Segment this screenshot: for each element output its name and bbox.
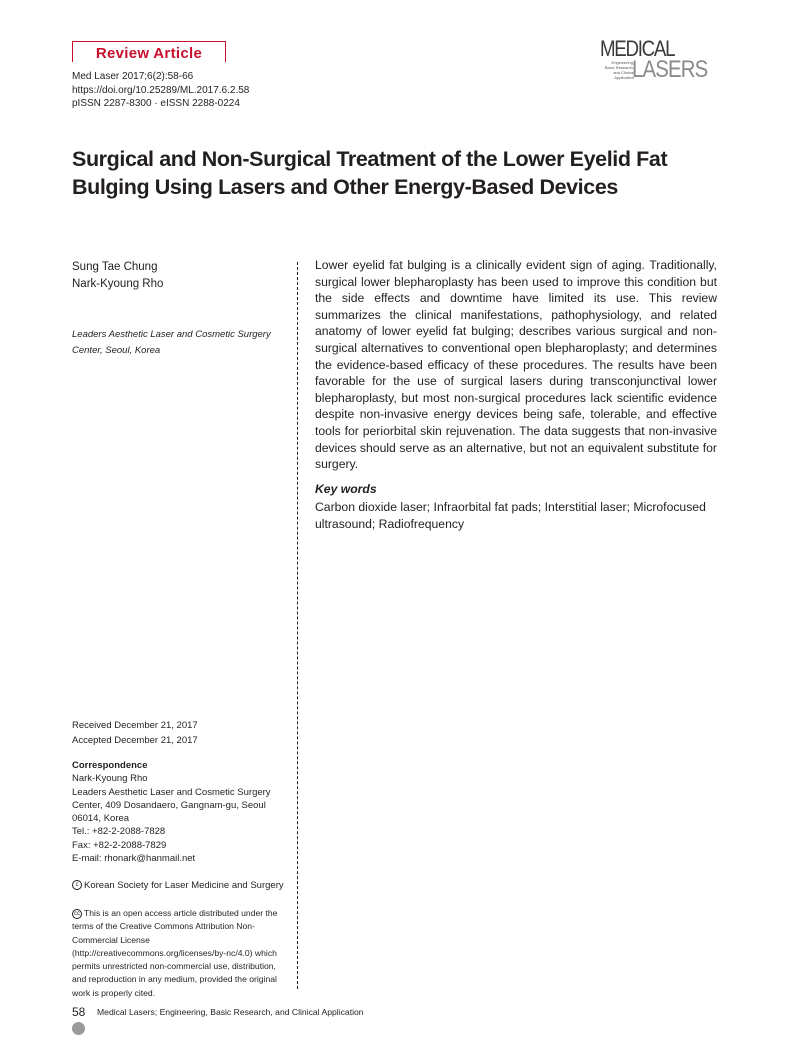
- journal-logo: [596, 34, 720, 84]
- logo-sub-line1: Engineering,: [611, 60, 634, 65]
- logo-lasers-text: LASERS: [632, 56, 708, 83]
- correspondence-org: Leaders Aesthetic Laser and Cosmetic Surgery: [72, 786, 271, 798]
- accepted-date: Accepted December 21, 2017: [72, 735, 198, 746]
- correspondence-name: Nark-Kyoung Rho: [72, 773, 148, 785]
- logo-subtitle: [598, 60, 634, 80]
- correspondence-fax: Fax: +82-2-2088-7829: [72, 839, 167, 851]
- logo-medical-text: MEDICAL: [600, 36, 675, 61]
- doi-link[interactable]: https://doi.org/10.25289/ML.2017.6.2.58: [72, 84, 250, 96]
- author: Sung Tae Chung: [72, 261, 158, 273]
- article-type-label: Review Article: [95, 45, 203, 62]
- logo-sub-line3: and Clinical Application: [613, 70, 634, 80]
- affiliation-line-1: Leaders Aesthetic Laser and Cosmetic Surgery: [72, 329, 271, 340]
- author-list: [72, 259, 163, 293]
- page-number: 58: [72, 1005, 86, 1019]
- citation: Med Laser 2017;6(2):58-66: [72, 71, 194, 82]
- correspondence-tel: Tel.: +82-2-2088-7828: [72, 826, 166, 838]
- society-name: Korean Society for Laser Medicine and Surgery: [84, 880, 284, 891]
- logo-sub-line2: Basic Research,: [604, 65, 634, 70]
- article-meta: [72, 70, 249, 111]
- article-dates: [72, 718, 198, 748]
- correspondence-address-1: Center, 409 Dosandaero, Gangnam-gu, Seoul: [72, 799, 266, 811]
- correspondence-heading: Correspondence: [72, 760, 148, 771]
- author: Nark-Kyoung Rho: [72, 278, 164, 290]
- correspondence-block: [72, 759, 287, 865]
- open-access-notice: [72, 907, 286, 1000]
- received-date: Received December 21, 2017: [72, 720, 198, 731]
- correspondence-address-2: 06014, Korea: [72, 813, 130, 825]
- title-line-2: Bulging Using Lasers and Other Energy-Based Devices: [72, 175, 618, 199]
- title-line-1: Surgical and Non-Surgical Treatment of the Lower Eyelid Fat: [72, 147, 668, 171]
- issn: pISSN 2287-8300 · eISSN 2288-0224: [72, 98, 240, 109]
- affiliation: [72, 327, 287, 359]
- article-title: [72, 145, 732, 201]
- footer-dot-icon: [72, 1022, 85, 1035]
- keywords-text: Carbon dioxide laser; Infraorbital fat pads; Interstitial laser; Microfocused ultrasound; Radiofrequency: [315, 500, 706, 531]
- column-divider: [297, 262, 298, 989]
- open-access-text: This is an open access article distributed under the terms of the Creative Commons Attribution Non-Commercial License (http://creativecommons.org/licenses/by-nc/4.0) which permits unrestricted non-commercial use, distribution, and reproduction in any medium, provided the original work is properly cited.: [72, 908, 278, 998]
- journal-footer: Medical Lasers; Engineering, Basic Research, and Clinical Application: [97, 1007, 364, 1017]
- abstract-text: Lower eyelid fat bulging is a clinically evident sign of aging. Traditionally, surgical lower blepharoplasty has been used to improve this condition but the side effects and downtime have limited its use. This review summarizes the clinical manifestations, pathophysiology, and related anatomy of lower eyelid fat bulging; describes various surgical and non-surgical alternatives to conventional open blepharoplasty; and determines the evidence-based efficacy of these procedures. The results have been favorable for the use of surgical lasers during transconjunctival lower blepharoplasty, but most non-surgical procedures lack scientific evidence despite non-invasive energy devices being safe, tolerable, and effective tools for periorbital skin rejuvenation. The data suggests that non-invasive devices should serve as an alternative, but not an equivalent substitute for surgery.: [315, 258, 717, 472]
- copyright-icon: c: [72, 880, 82, 890]
- affiliation-line-2: Center, Seoul, Korea: [72, 345, 161, 356]
- keywords-heading: Key words: [315, 482, 377, 496]
- correspondence-email[interactable]: E-mail: rhonark@hanmail.net: [72, 853, 196, 865]
- copyright-line: [72, 880, 284, 891]
- creative-commons-icon: cc: [74, 910, 80, 917]
